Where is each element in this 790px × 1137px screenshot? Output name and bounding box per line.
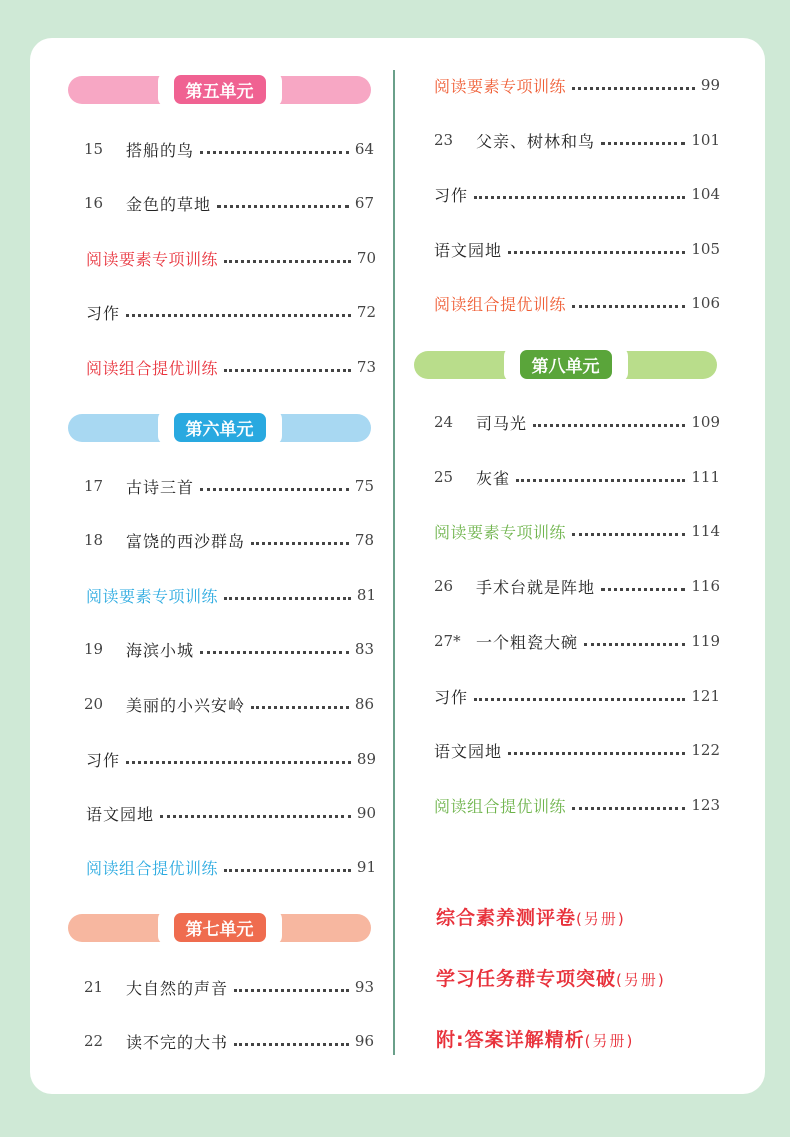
dot-leader [601, 142, 685, 145]
page-number: 114 [691, 522, 720, 540]
section-title: 语文园地 [434, 741, 503, 761]
toc-entry[interactable] [84, 525, 374, 555]
lesson-title: 富饶的西沙群岛 [126, 531, 246, 551]
toc-entry[interactable] [86, 243, 376, 273]
dot-leader [251, 706, 349, 709]
page-number: 123 [691, 796, 720, 814]
dot-leader [251, 542, 349, 545]
extra-booklet-title: 学习任务群专项突破 [436, 968, 617, 990]
page-number: 119 [691, 632, 720, 650]
lesson-title: 灰雀 [476, 468, 511, 488]
lesson-number: 16 [84, 194, 104, 212]
toc-entry[interactable] [434, 407, 720, 437]
dot-leader [200, 651, 349, 654]
page-number: 89 [356, 750, 376, 768]
page-number: 81 [356, 586, 376, 604]
section-title: 习作 [86, 303, 121, 323]
toc-entry[interactable] [86, 297, 376, 327]
section-title: 语文园地 [434, 240, 503, 260]
unit-8-header [414, 351, 717, 379]
section-title: 阅读要素专项训练 [86, 586, 219, 606]
dot-leader [572, 87, 695, 90]
toc-entry[interactable] [434, 462, 720, 492]
extra-booklet-note: (另册) [584, 1032, 635, 1050]
dot-leader [224, 369, 351, 372]
dot-leader [508, 251, 685, 254]
unit-5-label-box [158, 72, 282, 107]
lesson-title: 一个粗瓷大碗 [476, 632, 579, 652]
dot-leader [234, 1043, 349, 1046]
dot-leader [474, 698, 685, 701]
dot-leader [533, 424, 685, 427]
toc-entry[interactable] [86, 798, 376, 828]
page-number: 104 [691, 185, 720, 203]
unit-5-header [68, 76, 371, 104]
extra-booklet-title: 综合素养测评卷 [436, 907, 577, 929]
section-title: 习作 [86, 750, 121, 770]
lesson-title: 金色的草地 [126, 194, 212, 214]
extra-booklet-link[interactable] [436, 964, 666, 991]
toc-entry[interactable] [84, 188, 374, 218]
dot-leader [224, 597, 351, 600]
unit-6-label: 第六单元 [174, 413, 266, 442]
lesson-title: 读不完的大书 [126, 1032, 229, 1052]
page-number: 106 [691, 294, 720, 312]
dot-leader [200, 488, 349, 491]
dot-leader [200, 151, 349, 154]
dot-leader [584, 643, 685, 646]
section-title: 阅读要素专项训练 [434, 76, 567, 96]
toc-entry[interactable] [84, 134, 374, 164]
dot-leader [516, 479, 685, 482]
section-title: 阅读组合提优训练 [86, 858, 219, 878]
lesson-number: 15 [84, 140, 104, 158]
extra-booklet-link[interactable] [436, 1025, 634, 1052]
toc-entry[interactable] [86, 852, 376, 882]
page-number: 78 [354, 531, 374, 549]
dot-leader [474, 196, 685, 199]
toc-entry[interactable] [84, 972, 374, 1002]
page-number: 121 [691, 687, 720, 705]
toc-entry[interactable] [434, 70, 720, 100]
dot-leader [572, 305, 685, 308]
page-number: 64 [354, 140, 374, 158]
unit-6-header [68, 414, 371, 442]
page-number: 72 [356, 303, 376, 321]
toc-entry[interactable] [86, 352, 376, 382]
section-title: 语文园地 [86, 804, 155, 824]
extra-booklet-link[interactable] [436, 903, 626, 930]
toc-entry[interactable] [434, 735, 720, 765]
toc-entry[interactable] [434, 179, 720, 209]
lesson-title: 搭船的鸟 [126, 140, 195, 160]
unit-7-label-box [158, 910, 282, 945]
extra-booklet-note: (另册) [576, 910, 626, 928]
dot-leader [160, 815, 351, 818]
toc-entry[interactable] [434, 516, 720, 546]
toc-entry[interactable] [434, 234, 720, 264]
toc-entry[interactable] [86, 580, 376, 610]
dot-leader [572, 807, 685, 810]
lesson-number: 17 [84, 477, 104, 495]
dot-leader [217, 205, 349, 208]
page-number: 116 [691, 577, 720, 595]
unit-7-label: 第七单元 [174, 913, 266, 942]
dot-leader [234, 989, 349, 992]
lesson-number: 21 [84, 978, 104, 996]
section-title: 阅读要素专项训练 [434, 522, 567, 542]
dot-leader [508, 752, 685, 755]
unit-7-header [68, 914, 371, 942]
lesson-number: 20 [84, 695, 104, 713]
toc-entry[interactable] [434, 626, 720, 656]
unit-8-label-box [504, 347, 628, 382]
lesson-number: 18 [84, 531, 104, 549]
toc-entry[interactable] [84, 1026, 374, 1056]
lesson-number: 27* [434, 632, 461, 650]
toc-entry[interactable] [434, 790, 720, 820]
page-number: 122 [691, 741, 720, 759]
page-number: 111 [691, 468, 720, 486]
section-title: 习作 [434, 687, 469, 707]
toc-entry[interactable] [434, 571, 720, 601]
extra-booklet-note: (另册) [616, 971, 666, 989]
lesson-title: 手术台就是阵地 [476, 577, 596, 597]
column-divider [393, 70, 395, 1055]
lesson-number: 26 [434, 577, 454, 595]
page-number: 86 [354, 695, 374, 713]
lesson-title: 美丽的小兴安岭 [126, 695, 246, 715]
section-title: 阅读组合提优训练 [86, 358, 219, 378]
page-number: 67 [354, 194, 374, 212]
lesson-title: 司马光 [476, 413, 528, 433]
unit-8-label: 第八单元 [520, 350, 612, 379]
lesson-number: 22 [84, 1032, 104, 1050]
lesson-number: 25 [434, 468, 454, 486]
page-number: 90 [356, 804, 376, 822]
unit-5-label: 第五单元 [174, 75, 266, 104]
page-number: 73 [356, 358, 376, 376]
page-number: 101 [691, 131, 720, 149]
section-title: 阅读组合提优训练 [434, 796, 567, 816]
page-number: 109 [691, 413, 720, 431]
page-number: 70 [356, 249, 376, 267]
page-number: 75 [354, 477, 374, 495]
dot-leader [126, 761, 351, 764]
extra-booklet-title: 附:答案详解精析 [436, 1029, 585, 1051]
toc-entry[interactable] [434, 125, 720, 155]
unit-6-label-box [158, 410, 282, 445]
dot-leader [572, 533, 685, 536]
page-number: 91 [356, 858, 376, 876]
section-title: 阅读组合提优训练 [434, 294, 567, 314]
dot-leader [126, 314, 351, 317]
dot-leader [224, 260, 351, 263]
lesson-title: 大自然的声音 [126, 978, 229, 998]
page-number: 105 [691, 240, 720, 258]
lesson-number: 23 [434, 131, 454, 149]
toc-entry[interactable] [84, 634, 374, 664]
page-number: 93 [354, 978, 374, 996]
lesson-title: 海滨小城 [126, 640, 195, 660]
page-number: 96 [354, 1032, 374, 1050]
toc-entry[interactable] [434, 681, 720, 711]
section-title: 习作 [434, 185, 469, 205]
lesson-title: 父亲、树林和鸟 [476, 131, 596, 151]
dot-leader [601, 588, 685, 591]
toc-entry[interactable] [84, 471, 374, 501]
lesson-title: 古诗三首 [126, 477, 195, 497]
toc-entry[interactable] [86, 744, 376, 774]
dot-leader [224, 869, 351, 872]
lesson-number: 24 [434, 413, 454, 431]
page-number: 99 [700, 76, 720, 94]
lesson-number: 19 [84, 640, 104, 658]
toc-entry[interactable] [84, 689, 374, 719]
toc-entry[interactable] [434, 288, 720, 318]
page-number: 83 [354, 640, 374, 658]
section-title: 阅读要素专项训练 [86, 249, 219, 269]
